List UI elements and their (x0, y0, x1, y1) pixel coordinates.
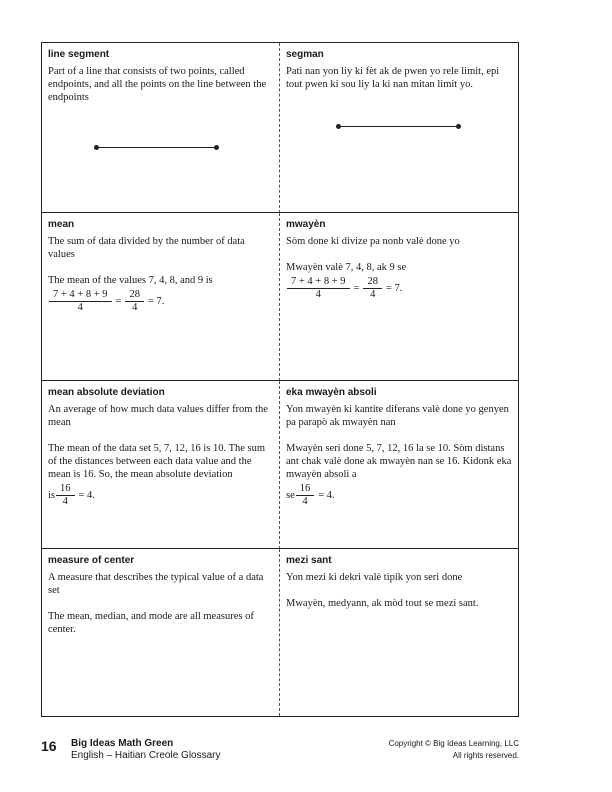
term-example: The mean, median, and mode are all measures of center. (48, 611, 254, 635)
term-title: mezi sant (286, 555, 332, 566)
math-expression (286, 483, 512, 508)
line-segment-figure (96, 147, 216, 148)
term-title: measure of center (48, 555, 135, 566)
fraction (51, 289, 110, 314)
math-prefix: is (48, 490, 56, 501)
card-mad-ht (280, 381, 518, 549)
fraction-numerator: 7 + 4 + 8 + 9 (53, 289, 108, 300)
card-center-en (42, 549, 280, 716)
rights-notice: All rights reserved. (452, 751, 519, 760)
line-segment-figure (338, 126, 458, 127)
fraction-denominator: 4 (363, 288, 382, 301)
fraction-numerator: 16 (299, 483, 311, 494)
term-definition: Sòm done ki divize pa nonb valè done yo (286, 236, 460, 247)
glossary-subtitle: English – Haitian Creole Glossary (71, 750, 221, 761)
term-example: Mwayèn, medyann, ak mòd tout se mezi sant. (286, 598, 479, 609)
card-mad-en (42, 381, 280, 549)
term-example: The mean of the data set 5, 7, 12, 16 is 10. The sum of the distances between each data value and the mean is 16. So, the mean absolute deviation (48, 443, 266, 480)
term-definition: Yon mwayèn ki kantite diferans valè done yo genyen pa parapò ak mwayèn nan (286, 404, 509, 428)
term-title: eka mwayèn absoli (286, 387, 377, 398)
fraction-numerator: 28 (129, 289, 140, 300)
endpoint-dot (456, 124, 461, 129)
math-expression (48, 289, 273, 314)
card-mean-en (42, 213, 280, 381)
glossary-grid (41, 42, 519, 717)
book-title: Big Ideas Math Green (71, 738, 174, 749)
equals-sign: = (115, 296, 122, 307)
fraction (298, 483, 313, 508)
fraction (58, 483, 73, 508)
term-example: Mwayèn valè 7, 4, 8, ak 9 se (286, 262, 407, 273)
fraction-denominator: 4 (125, 301, 144, 314)
math-result: = 7. (147, 296, 165, 307)
fraction (289, 276, 348, 301)
term-definition: Part of a line that consists of two points, called endpoints, and all the points on the line between the endpoints (48, 66, 267, 103)
fraction-denominator: 4 (56, 495, 75, 508)
equals-sign: = (353, 283, 360, 294)
math-expression (286, 276, 512, 301)
page-number: 16 (41, 738, 57, 754)
term-title: line segment (48, 49, 110, 60)
fraction-denominator: 4 (49, 301, 112, 314)
fraction-numerator: 28 (367, 276, 378, 287)
math-prefix: se (286, 490, 295, 501)
math-expression (48, 483, 273, 508)
endpoint-dot (94, 145, 99, 150)
term-definition: A measure that describes the typical value of a data set (48, 572, 264, 596)
copyright-notice: Copyright © Big Ideas Learning, LLC (388, 739, 519, 748)
math-result: = 7. (385, 283, 403, 294)
endpoint-dot (336, 124, 341, 129)
term-title: mean absolute deviation (48, 387, 165, 398)
fraction-numerator: 7 + 4 + 8 + 9 (291, 276, 346, 287)
fraction-numerator: 16 (60, 483, 71, 494)
term-example: Mwayèn seri done 5, 7, 12, 16 la se 10. Sòm distans ant chak valè done ak mwayèn nan se 16. Kidonk eka mwayèn absoli a (286, 443, 512, 480)
fraction-denominator: 4 (287, 288, 350, 301)
term-example: The mean of the values 7, 4, 8, and 9 is (48, 275, 213, 286)
term-definition: Pati nan yon liy ki fèt ak de pwen yo rele limit, epi tout pwen ki sou liy la ki nan mitan limit yo. (286, 66, 500, 90)
math-result: = 4. (78, 490, 95, 501)
term-title: mwayèn (286, 219, 326, 230)
card-mean-ht (280, 213, 518, 381)
term-definition: An average of how much data values differ from the mean (48, 404, 268, 428)
fraction-denominator: 4 (296, 495, 315, 508)
endpoint-dot (214, 145, 219, 150)
math-result: = 4. (318, 490, 335, 501)
page-footer (41, 738, 519, 768)
fraction (127, 289, 142, 314)
card-center-ht (280, 549, 518, 716)
card-line-segment-en (42, 43, 280, 213)
fraction (365, 276, 380, 301)
term-title: mean (48, 219, 75, 230)
term-definition: Yon mezi ki dekri valè tipik yon seri done (286, 572, 463, 583)
card-line-segment-ht (280, 43, 518, 213)
term-definition: The sum of data divided by the number of data values (48, 236, 245, 260)
term-title: segman (286, 49, 324, 60)
